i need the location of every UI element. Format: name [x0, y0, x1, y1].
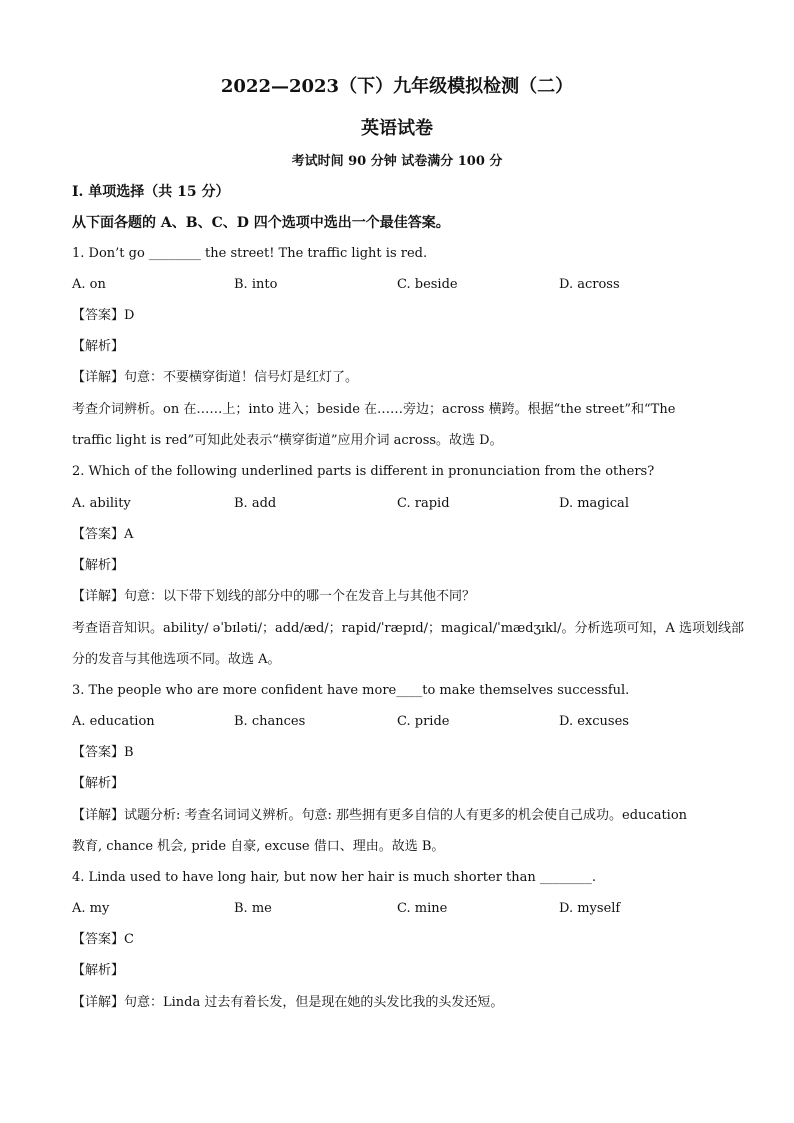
q2-option-c: C. rapid [397, 496, 450, 511]
question-1-stem: 1. Don’t go ________ the street! The traffic light is red. [72, 246, 428, 261]
q3-analysis-label: 【解析】 [72, 776, 125, 791]
q1-detail-3: traffic light is red”可知此处表示“横穿街道”应用介词 across。故选 D。 [72, 433, 503, 448]
question-3-stem: 3. The people who are more confident have more____to make themselves successful. [72, 683, 630, 698]
q3-option-a: A. education [72, 714, 155, 729]
q2-option-b: B. add [234, 496, 277, 511]
q4-answer: 【答案】C [72, 932, 134, 947]
q4-option-d: D. myself [559, 901, 621, 916]
subject-title: 英语试卷 [361, 118, 433, 139]
q1-analysis-label: 【解析】 [72, 339, 125, 354]
q2-analysis-label: 【解析】 [72, 558, 125, 573]
q3-option-c: C. pride [397, 714, 450, 729]
q3-detail: 【详解】试题分析: 考查名词词义辨析。句意: 那些拥有更多自信的人有更多的机会使自己成功。education [72, 808, 688, 823]
q4-option-c: C. mine [397, 901, 448, 916]
q4-option-a: A. my [72, 901, 110, 916]
section-heading: Ⅰ. 单项选择（共 15 分） [72, 184, 230, 200]
q1-option-a: A. on [72, 277, 106, 292]
q3-detail-2: 教育, chance 机会, pride 自豪, excuse 借口、理由。故选 B。 [72, 839, 445, 854]
q2-detail: 【详解】句意：以下带下划线的部分中的哪一个在发音上与其他不同？ [72, 589, 476, 604]
q4-detail: 【详解】句意：Linda 过去有着长发，但是现在她的头发比我的头发还短。 [72, 995, 504, 1010]
q4-option-b: B. me [234, 901, 272, 916]
section-instruction: 从下面各题的 A、B、C、D 四个选项中选出一个最佳答案。 [72, 215, 450, 231]
exam-title: 2022—2023（下）九年级模拟检测（二） [220, 76, 574, 97]
q2-detail-2: 考查语音知识。ability/ əˈbɪləti/；add/æd/；rapid/ˈræpɪd/；magical/ˈmædʒɪkl/。分析选项可知，A 选项划线部 [72, 621, 745, 636]
q4-analysis-label: 【解析】 [72, 963, 125, 978]
q3-answer: 【答案】B [72, 745, 134, 760]
q2-answer: 【答案】A [72, 527, 134, 542]
q2-option-d: D. magical [559, 496, 629, 511]
q1-detail-2: 考查介词辨析。on 在……上；into 进入；beside 在……旁边；across 横跨。根据“the street”和“The [72, 402, 676, 417]
q3-option-b: B. chances [234, 714, 306, 729]
q1-answer: 【答案】D [72, 308, 135, 323]
exam-info: 考试时间 90 分钟 试卷满分 100 分 [291, 154, 503, 169]
question-4-stem: 4. Linda used to have long hair, but now her hair is much shorter than ________. [72, 870, 597, 885]
q1-detail: 【详解】句意：不要横穿街道！信号灯是红灯了。 [72, 370, 359, 385]
q1-option-b: B. into [234, 277, 278, 292]
question-2-stem: 2. Which of the following underlined parts is different in pronunciation from the others? [72, 464, 655, 479]
q3-option-d: D. excuses [559, 714, 629, 729]
q2-detail-3: 分的发音与其他选项不同。故选 A。 [72, 652, 281, 667]
q1-option-c: C. beside [397, 277, 458, 292]
q2-option-a: A. ability [72, 496, 131, 511]
q1-option-d: D. across [559, 277, 620, 292]
